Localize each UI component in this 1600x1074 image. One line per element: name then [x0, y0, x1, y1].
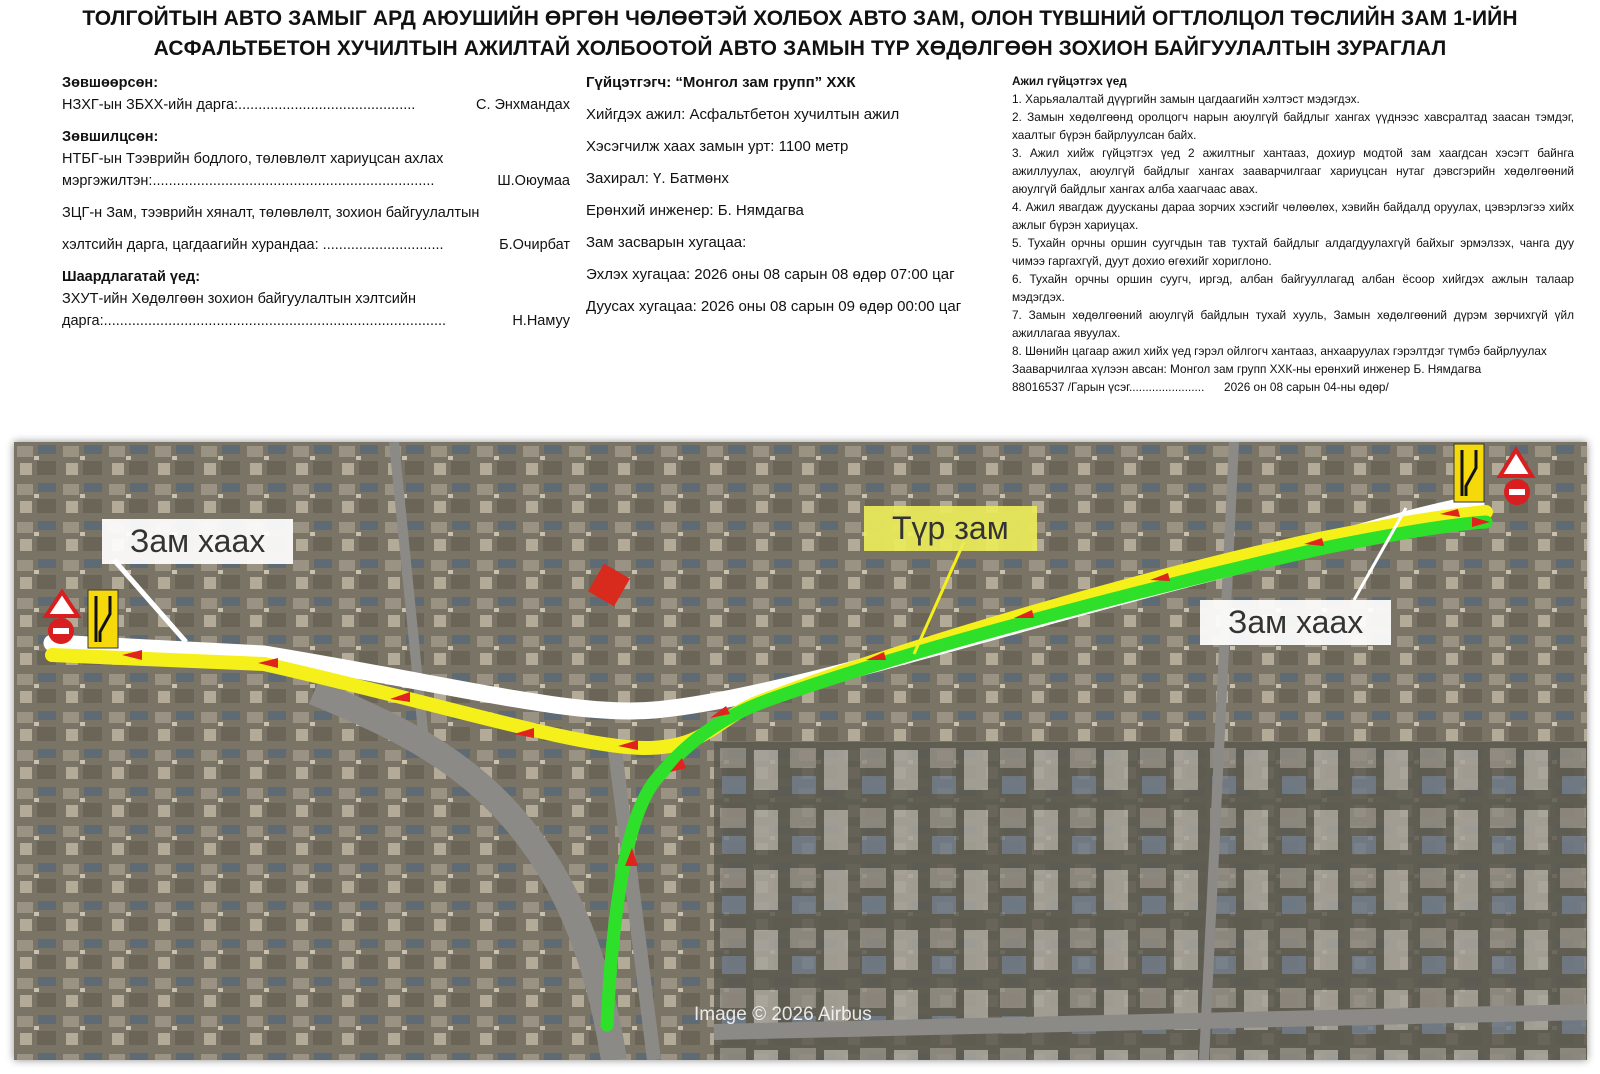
required-row	[62, 310, 570, 332]
instruction-item: 5. Тухайн орчны оршин суугчдын тав тухтай байдлыг алдагдуулахгүй байхыг эрмэлзэх, чанга дуу чимээ гаргахгүй, дуут дохио өгөхийг хориглоно.	[1012, 236, 1574, 268]
lane-closed-sign-icon	[1454, 444, 1484, 502]
instruction-item: 3. Ажил хийж гүйцэтгэх үед 2 ажилтныг хантааз, дохиур модтой зам хаагдсан хэсэгт байнга ажиллуулах, аюулгүй байдлыг хангах зааварчилгааг хариуцсан нутаг дэвсгэрийн хөдөлгөөний аюулгүй байдлыг хангах алба хаагчаас авах.	[1012, 146, 1574, 196]
required-role-line1: ЗХУТ-ийн Хөдөлгөөн зохион байгуулалтын хэлтсийн	[62, 291, 416, 307]
agreed2-name: Б.Очирбат	[499, 237, 570, 253]
instruction-item: 1. Харьяалалтай дүүргийн замын цагдаагийн хэлтэст мэдэгдэх.	[1012, 92, 1360, 106]
work-type: Хийгдэх ажил: Асфальтбетон хучилтын ажил	[586, 106, 900, 123]
agreed1-row	[62, 170, 570, 192]
instruction-item: 4. Ажил явагдаж дуусканы дараа зорчих хэсгийг чөлөөлөх, хэвийн байдалд оруулах, цэвэрлэгээ хийх ажлыг бүрэн хариуцах.	[1012, 200, 1574, 232]
required-name: Н.Намуу	[512, 313, 570, 329]
agreed1-role-line1: НТБГ-ын Тээврийн бодлого, төлөвлөлт хариуцсан ахлах	[62, 151, 444, 167]
start-time: Эхлэх хугацаа: 2026 оны 08 сарын 08 өдөр 07:00 цаг	[586, 266, 955, 283]
no-entry-bar	[53, 628, 69, 634]
agreed2-role-line1: ЗЦГ-н Зам, тээврийн хяналт, төлөвлөлт, зохион байгуулалтын	[62, 205, 480, 221]
period-heading: Зам засварын хугацаа:	[586, 234, 747, 251]
instructions-section	[1012, 72, 1574, 396]
satellite-map	[14, 442, 1587, 1060]
image-credit: Image © 2026 Airbus	[694, 1004, 872, 1025]
project-info-section	[586, 72, 1006, 328]
instruction-item: 7. Замын хөдөлгөөний аюулгүй байдлын тухай хууль, Замын хөдөлгөөний дүрэм зөрчихгүй үйл ажиллагаа явуулах.	[1012, 308, 1574, 340]
title-line-1: ТОЛГОЙТЫН АВТО ЗАМЫГ АРД АЮУШИЙН ӨРГӨН ЧӨЛӨӨТЭЙ ХОЛБОХ АВТО ЗАМ, ОЛОН ТҮВШНИЙ ОГТЛОЛЦОЛ ТӨСЛИЙН ЗАМ 1-ИЙН	[82, 7, 1518, 30]
agreed1-role-line2: мэргэжилтэн:......................................................................	[62, 173, 435, 189]
required-role-line2: дарга:.....................................................................................	[62, 313, 447, 329]
received-line-1: Зааварчилгаа хүлээн авсан: Монгол зам групп ХХК-ны ерөнхий инженер Б. Нямдагва	[1012, 362, 1482, 376]
agreed-heading: Зөвшилцсөн:	[62, 129, 159, 145]
lane-closed-sign-icon	[88, 590, 118, 648]
director: Захирал: Ү. Батмөнх	[586, 170, 729, 187]
no-entry-bar	[1509, 489, 1525, 495]
label-temp-road: Түр зам	[864, 506, 1037, 551]
title-line-2: АСФАЛЬТБЕТОН ХУЧИЛТЫН АЖИЛТАЙ ХОЛБООТОЙ АВТО ЗАМЫН ТҮР ХӨДӨЛГӨӨН ЗОХИОН БАЙГУУЛАЛТЫН ЗУРАГЛАЛ	[153, 37, 1447, 60]
approved-heading: Зөвшөөрсөн:	[62, 75, 159, 91]
agreed1-name: Ш.Оюумаа	[497, 173, 570, 189]
agreed2-row	[62, 234, 570, 256]
instruction-item: 2. Замын хөдөлгөөнд оролцогч нарын аюулгүй байдлыг хангах үүднээс хавсралтад заасан тэмдэг, хаалтыг бүрэн байрлуулсан байх.	[1012, 110, 1574, 142]
received-line-2: 88016537 /Гарын үсэг....................... 2026 он 08 сарын 04-ны өдөр/	[1012, 380, 1389, 394]
end-time: Дуусах хугацаа: 2026 оны 08 сарын 09 өдөр 00:00 цаг	[586, 298, 962, 315]
approved-row	[62, 94, 570, 116]
agreed2-role-line2: хэлтсийн дарга, цагдаагийн хурандаа: ..............................	[62, 237, 444, 253]
instruction-item: 8. Шөнийн цагаар ажил хийх үед гэрэл ойлгогч хантааз, анхааруулах гэрэлтдэг түмбэ байрлуулах	[1012, 344, 1547, 358]
label-close-right: Зам хаах	[1200, 600, 1391, 645]
approved-name: С. Энхмандах	[475, 97, 570, 113]
approved-role: НЗХГ-ын ЗБХХ-ийн дарга:............................................	[62, 97, 416, 113]
chief-engineer: Ерөнхий инженер: Б. Нямдагва	[586, 202, 804, 219]
instructions-heading: Ажил гүйцэтгэх үед	[1012, 74, 1127, 88]
approvals-section	[62, 72, 570, 332]
contractor: Гүйцэтгэгч: “Монгол зам групп” ХХК	[586, 74, 856, 91]
instruction-item: 6. Тухайн орчны оршин суугч, иргэд, албан байгууллагад албан ёсоор хийгдэх ажлын талаар мэдэгдэх.	[1012, 272, 1574, 304]
label-close-left: Зам хаах	[102, 519, 293, 564]
closure-length: Хэсэгчилж хаах замын урт: 1100 метр	[586, 138, 849, 155]
document-title	[0, 4, 1600, 64]
required-heading: Шаардлагатай үед:	[62, 269, 201, 285]
